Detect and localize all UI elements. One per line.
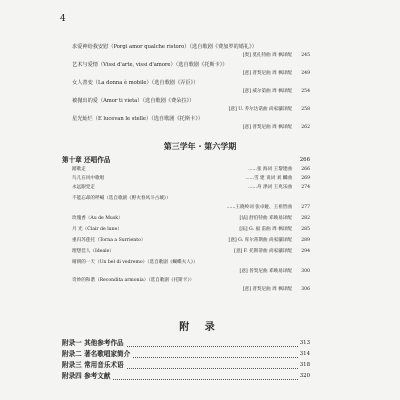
toc-page-number: 269 — [301, 176, 310, 181]
toc-entry-meta: ......张 海词 王黎建曲 — [248, 167, 292, 172]
toc-entry-title: 不能忘却的呼喊（选自歌剧《野火春风斗古城》） — [72, 196, 171, 201]
toc-entry — [72, 215, 310, 223]
toc-entry-meta: [意] G. 库尔蒂斯曲 尚家骧译配 — [228, 238, 292, 243]
toc-page-number: 277 — [301, 205, 310, 210]
toc-page-number: 274 — [301, 185, 310, 190]
appendix-item — [62, 371, 310, 382]
toc-entry — [72, 115, 310, 123]
toc-entry — [72, 277, 310, 285]
toc-entry — [72, 184, 310, 192]
toc-entry — [72, 248, 310, 256]
toc-entry — [72, 97, 310, 105]
appendix-page-number: 318 — [298, 360, 310, 371]
toc-page-number: 300 — [301, 269, 310, 274]
toc-page-number: 285 — [301, 227, 310, 232]
appendix-item-label: 附录三 常用音乐术语 — [62, 361, 124, 369]
toc-page-number: 282 — [301, 216, 310, 221]
toc-entry-title: 永远跟党走 — [72, 185, 95, 190]
toc-entry-title: 鸟儿在风中歌唱 — [72, 176, 105, 181]
toc-entry-title: 踏歌走 — [72, 167, 86, 172]
toc-entry — [72, 79, 310, 87]
toc-entry-title: 女人善变（La donna è mobile）（选自歌剧《弄臣》） — [72, 80, 199, 86]
toc-entry-title: 重归苏莲托（Torna a Surriento） — [72, 238, 146, 243]
toc-entry — [72, 237, 310, 245]
toc-page-number: 245 — [301, 53, 310, 58]
appendix-page-number: 313 — [298, 338, 310, 349]
toc-entry-meta: [意] 普契尼曲 邓映易译配 — [239, 269, 292, 274]
toc-page-number: 266 — [301, 167, 310, 172]
appendix-item-label: 附录二 著名歌唱家简介 — [62, 350, 131, 358]
toc-page-number: 294 — [301, 249, 310, 254]
toc-page-number: 262 — [301, 125, 310, 130]
toc-page-number: 306 — [301, 287, 310, 292]
toc-entry-title: 月 光（Clair de lune） — [72, 227, 122, 232]
appendix-item-label: 附录四 参考文献 — [62, 372, 111, 380]
toc-entry — [72, 166, 310, 174]
appendix-page-number: 320 — [298, 371, 310, 382]
toc-page-number: 289 — [301, 238, 310, 243]
toc-entry-meta: ......舟 涤词 王兆乐曲 — [248, 185, 292, 190]
appendix-item-label: 附录一 其他参考作品 — [62, 339, 124, 347]
toc-entry-title: 奇妙的和谐（Recondita armonia）（选自歌剧《托斯卡》） — [72, 278, 195, 283]
toc-entry — [72, 175, 310, 183]
toc-entry-title: 理想佳人（Ideale） — [72, 249, 114, 254]
appendix-page-number: 314 — [298, 349, 310, 360]
toc-entry — [72, 226, 310, 234]
toc-page-number: 254 — [301, 89, 310, 94]
toc-entry — [72, 195, 310, 203]
toc-entry-meta: [法] 舒伯特曲 邓映易译配 — [239, 216, 292, 221]
toc-entry — [72, 259, 310, 267]
toc-entry — [72, 61, 310, 69]
appendix-title: 附 录 — [179, 322, 221, 333]
toc-entry-title: 求爱神给我安慰（Porgi amor qualche ristoro）（选自歌剧《费加罗的婚礼》） — [72, 44, 257, 50]
chapter-heading — [62, 156, 310, 165]
toc-entry-meta: [意] 普契尼曲 周 枫译配 — [242, 287, 292, 292]
toc-page-number: 249 — [301, 71, 310, 76]
page-number: 4 — [60, 14, 66, 24]
toc-entry-title: 星光灿烂（E lucevan le stelle）（选自歌剧《托斯卡》） — [72, 116, 203, 122]
toc-page-number: 258 — [301, 107, 310, 112]
toc-entry — [72, 43, 310, 51]
chapter-label: 第十章 还唱作品 — [62, 156, 111, 164]
toc-entry-title: 被抛出的爱（Amor ti vieta）（选自歌剧《费朵拉》） — [72, 98, 195, 104]
toc-entry-meta: ......王晓岭词 张卓娅、王祖皆曲 — [226, 205, 292, 210]
toc-entry-title: 玫瑰香（Au de Musk） — [72, 216, 123, 221]
toc-entry-meta: ......雪 建 说词 刘 麟曲 — [245, 176, 292, 181]
chapter-page-number: 266 — [299, 157, 310, 163]
appendix-item — [62, 360, 310, 371]
toc-entry-title: 晴朗的一天（Un bel di vedremo）（选自歌剧《蝴蝶夫人》） — [72, 260, 198, 265]
toc-entry-title: 艺术与爱情（Vissi d'arte, vissi d'amore）（选自歌剧《托斯卡》） — [72, 62, 228, 68]
toc-entry-meta: [法] G. 福 雷曲 周 枫译配 — [239, 227, 292, 232]
appendix-item — [62, 349, 310, 360]
appendix-item — [62, 338, 310, 349]
toc-entry-meta: [意] F. 托斯蒂曲 尚家骧译配 — [234, 249, 292, 254]
section-title: 第三学年 · 第六学期 — [163, 142, 237, 151]
